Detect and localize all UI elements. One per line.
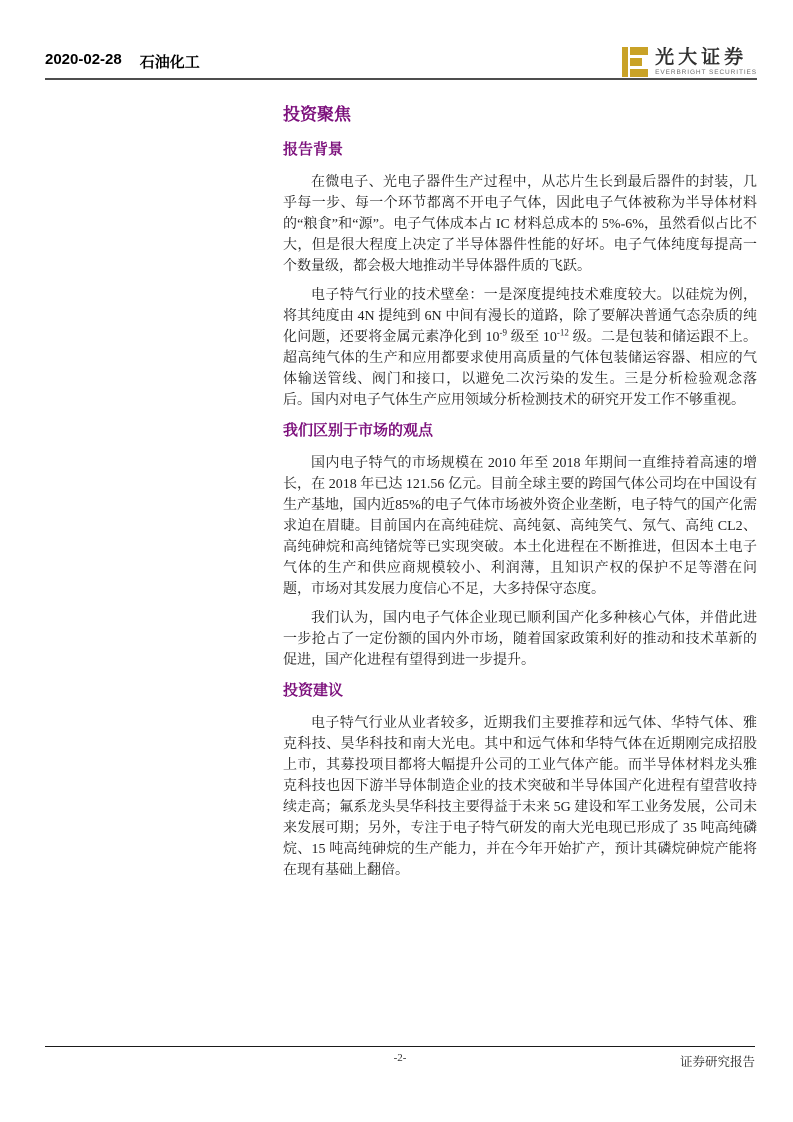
page-number: -2- xyxy=(393,1052,407,1064)
everbright-logo xyxy=(622,47,757,78)
section-heading: 报告背景 xyxy=(283,142,344,158)
paragraph: 国内电子特气的市场规模在 2010 年至 2018 年期间一直维持着高速的增长，在 2018 年已达 121.56 亿元。目前全球主要的跨国气体公司均在中国设有生产基地，国内近85%的电子气体市场被外资企业垄断，电子特气的国产化需求迫在眉睫。目前国内在高纯硅烷、高纯氨、高纯笑气、氖气、高纯 CL2、高纯砷烷和高纯锗烷等已实现突破。本土化进程在不断推进，但因本土电子气体的生产和供应商规模较小、利润薄，且知识产权的保护不足等潜在问题，市场对其发展力度信心不足，大多持保守态度。 xyxy=(283,456,757,597)
sector-label: 石油化工 xyxy=(139,54,200,71)
paragraph: 我们认为，国内电子气体企业现已顺利国产化多种核心气体，并借此进一步抢占了一定份额的国内外市场，随着国家政策利好的推动和技术革新的促进，国产化进程有望得到进一步提升。 xyxy=(283,611,757,668)
everbright-logo-text xyxy=(655,48,757,77)
report-date: 2020-02-28 xyxy=(45,51,122,68)
logo-name-en: EVERBRIGHT SECURITIES xyxy=(655,68,757,76)
report-body xyxy=(283,80,757,889)
section-report-background xyxy=(283,140,757,411)
page-title: 投资聚焦 xyxy=(283,105,351,124)
section-heading: 我们区别于市场的观点 xyxy=(283,423,434,439)
paragraph: 电子特气行业的技术壁垒：一是深度提纯技术难度较大。以硅烷为例，将其纯度由 4N 提纯到 6N 中间有漫长的道路，除了要解决普通气态杂质的纯化问题，还要将金属元素净化到 $10^{-9}$ 级至 $10^{-12}$ 级。二是包装和储运跟不上。超高纯气体的生产和应用都要求使用高质量的气体包装储运容器、相应的气体输送管线、阀门和接口，以避免二次污染的发生。三是分析检验观念落后。国内对电子气体生产应用领域分析检测技术的研究开发工作不够重视。 xyxy=(283,288,757,408)
paragraph: 电子特气行业从业者较多，近期我们主要推荐和远气体、华特气体、雅克科技、昊华科技和南大光电。其中和远气体和华特气体在近期刚完成招股上市，其募投项目都将大幅提升公司的工业气体产能。而半导体材料龙头雅克科技也因下游半导体制造企业的技术突破和半导体国产化进程有望营收持续走高；氟系龙头昊华科技主要得益于未来 5G 建设和军工业务发展，公司未来发展可期；另外，专注于电子特气研发的南大光电现已形成了 35 吨高纯磷烷、15 吨高纯砷烷的生产能力，并在今年开始扩产，预计其磷烷砷烷产能将在现有基础上翻倍。 xyxy=(283,716,757,878)
logo-name-cn: 光大证券 xyxy=(655,46,748,68)
header-meta xyxy=(45,51,200,78)
section-heading: 投资建议 xyxy=(283,683,344,699)
everbright-logo-icon xyxy=(622,47,648,77)
section-investment-advice xyxy=(283,681,757,881)
paragraph: 在微电子、光电子器件生产过程中，从芯片生长到最后器件的封装，几乎每一步、每一个环节都离不开电子气体，因此电子气体被称为半导体材料的“粮食”和“源”。电子气体成本占 IC 材料总成本的 5%-6%，虽然看似占比不大，但是很大程度上决定了半导体器件性能的好坏。电子气体纯度每提高一个数量级，都会极大地推动半导体器件质的飞跃。 xyxy=(283,175,757,274)
page-footer xyxy=(45,1046,755,1069)
page-header xyxy=(45,0,757,80)
report-type-label: 证券研究报告 xyxy=(679,1055,755,1069)
section-differentiated-view xyxy=(283,421,757,671)
